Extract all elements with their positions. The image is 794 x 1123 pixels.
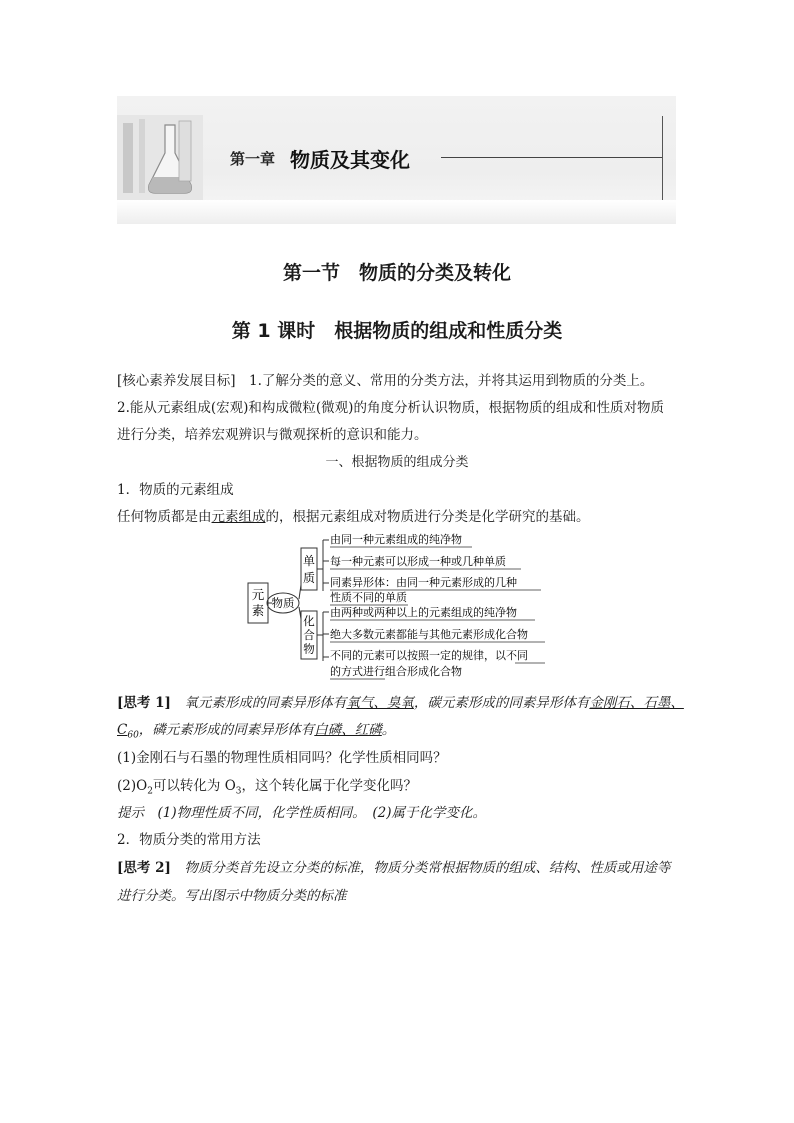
sub1-text-post: 的，根据元素组成对物质进行分类是化学研究的基础。 — [265, 509, 590, 525]
think1-u4: 白磷、红磷 — [314, 722, 382, 738]
c60-symbol: C — [117, 722, 128, 738]
think2-line-2: 进行分类。写出图示中物质分类的标准 — [117, 888, 347, 904]
element-char-1: 元 — [251, 587, 265, 602]
simple-char-1: 单 — [302, 554, 316, 568]
compound-char-2: 合 — [303, 628, 315, 642]
simple-item-3: 同素异形体：由同一种元素形成的几种 — [330, 576, 517, 589]
simple-item-1: 由同一种元素组成的纯净物 — [330, 533, 462, 546]
think2-text-1: 物质分类首先设立分类的标准，物质分类常根据物质的组成、结构、性质或用途等 — [184, 860, 671, 876]
think1-u3 — [117, 722, 139, 741]
goals-label: [核心素养发展目标] — [117, 373, 236, 389]
think1-t3: ，磷元素形成的同素异形体有 — [138, 722, 315, 738]
think1-u1: 氧气、臭氧 — [346, 695, 414, 711]
think2-label: [思考 2] — [117, 860, 171, 876]
sub1-text — [117, 505, 590, 525]
simple-char-2: 质 — [302, 571, 316, 585]
think1-label: [思考 1] — [117, 695, 171, 711]
compound-char-1: 化 — [303, 614, 315, 628]
think1-line-1 — [117, 691, 684, 711]
compound-item-1: 由两种或两种以上的元素组成的纯净物 — [330, 606, 517, 619]
compound-char-3: 物 — [303, 642, 315, 656]
matter-label: 物质 — [271, 596, 295, 610]
simple-item-2: 每一种元素可以形成一种或几种单质 — [330, 555, 506, 568]
goal-item-2-line-1: 2.能从元素组成(宏观)和构成微粒(微观)的角度分析认识物质，根据物质的组成和性质对物质 — [117, 400, 664, 416]
part1-heading: 一、根据物质的组成分类 — [325, 455, 469, 470]
goals-line-1 — [117, 369, 653, 389]
think1-t2: ，碳元素形成的同素异形体有 — [413, 695, 590, 711]
compound-item-3: 不同的元素可以按照一定的规律，以不同 — [330, 649, 528, 662]
goal-item-1: 1.了解分类的意义、常用的分类方法，并将其运用到物质的分类上。 — [249, 373, 654, 389]
think1-hint: 提示 (1)物理性质不同，化学性质相同。 (2)属于化学变化。 — [117, 805, 486, 821]
think2-line-1 — [117, 856, 670, 876]
goal-item-2-line-2: 进行分类，培养宏观辨识与微观探析的意识和能力。 — [117, 427, 428, 443]
think1-line-2 — [117, 718, 395, 741]
compound-item-4: 的方式进行组合形成化合物 — [330, 665, 462, 678]
banner-flask-image — [117, 115, 203, 200]
section-title: 第一节 物质的分类及转化 — [282, 262, 511, 284]
element-composition-diagram — [245, 533, 565, 689]
banner-bottom-strip — [117, 200, 676, 224]
lesson-title: 第 1 课时 根据物质的组成和性质分类 — [231, 320, 563, 342]
sub2-heading: 2．物质分类的常用方法 — [117, 832, 261, 848]
q2-mid: 可以转化为 O — [152, 778, 236, 794]
c60-subscript: 60 — [127, 730, 139, 741]
think1-t4: 。 — [381, 722, 396, 738]
q2-post: ，这个转化属于化学变化吗？ — [241, 778, 418, 794]
flask-illustration-icon — [117, 115, 203, 200]
think1-u2: 金刚石、石墨、 — [589, 695, 684, 711]
chapter-title-rule — [441, 157, 662, 158]
chapter-label: 第一章 — [230, 150, 276, 168]
simple-item-4: 性质不同的单质 — [330, 591, 407, 604]
q2-sub-2: 3 — [235, 786, 242, 797]
q2-sub-1: 2 — [147, 786, 153, 797]
chapter-title: 物质及其变化 — [290, 148, 410, 172]
compound-item-2: 绝大多数元素都能与其他元素形成化合物 — [330, 628, 528, 641]
element-char-2: 素 — [251, 603, 265, 618]
think1-t1: 氧元素形成的同素异形体有 — [184, 695, 347, 711]
q2-pre: (2)O — [117, 778, 148, 794]
banner-title-frame — [210, 116, 663, 201]
think1-question-1: (1)金刚石与石墨的物理性质相同吗？化学性质相同吗？ — [117, 750, 447, 766]
sub1-text-underlined: 元素组成 — [211, 509, 266, 525]
think1-question-2 — [117, 774, 417, 797]
sub1-text-pre: 任何物质都是由 — [117, 509, 212, 525]
sub1-heading: 1．物质的元素组成 — [117, 482, 234, 498]
